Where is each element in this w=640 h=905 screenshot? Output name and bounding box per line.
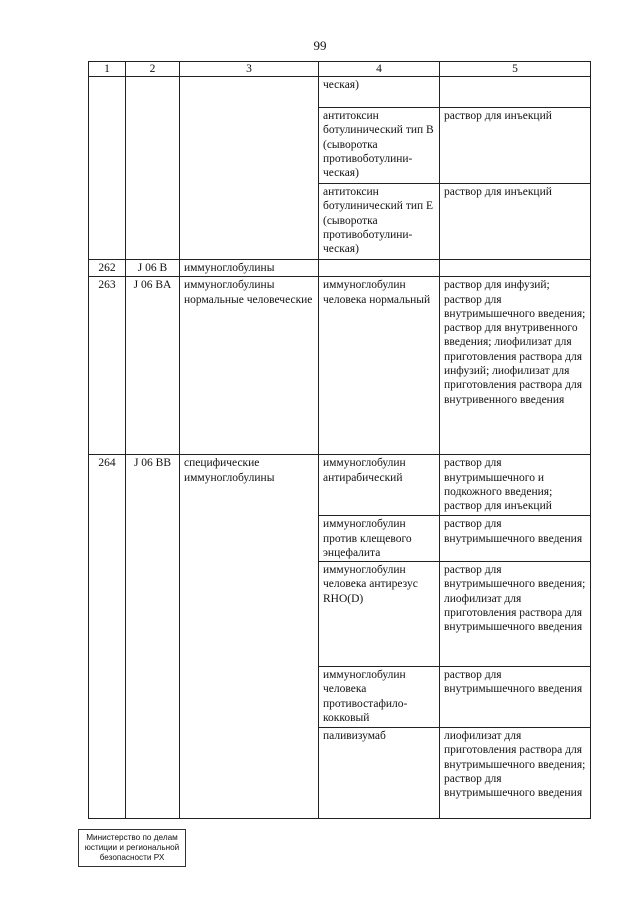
- cell-substance: паливизумаб: [319, 728, 440, 819]
- cell-num: [89, 77, 126, 260]
- column-header: 5: [440, 62, 591, 77]
- cell-substance: иммуноглобулин против клещевого энцефалита: [319, 516, 440, 562]
- cell-name: [180, 77, 319, 260]
- cell-form: [440, 77, 591, 108]
- cell-substance: иммуноглобулин антирабический: [319, 455, 440, 516]
- table-header-row: [89, 62, 591, 77]
- cell-substance: иммуноглобулин человека противостафило-кокковый: [319, 667, 440, 728]
- cell-substance: [319, 260, 440, 277]
- cell-code: J 06 B: [126, 260, 180, 277]
- cell-substance: ческая): [319, 77, 440, 108]
- cell-num: 264: [89, 455, 126, 819]
- cell-code: [126, 77, 180, 260]
- cell-form: раствор для инфузий; раствор для внутримышечного введения; раствор для внутривенного введения; лиофилизат для приготовления раствора для инфузий; лиофилизат для приготовления раствора для внутривенного введения: [440, 277, 591, 455]
- cell-code: J 06 BB: [126, 455, 180, 819]
- cell-form: раствор для инъекций: [440, 108, 591, 184]
- cell-name: иммуноглобулины нормальные человеческие: [180, 277, 319, 455]
- cell-form: [440, 260, 591, 277]
- cell-substance: антитоксин ботулинический тип Е (сыворотка противоботулини-ческая): [319, 184, 440, 260]
- cell-form: лиофилизат для приготовления раствора для внутримышечного введения; раствор для внутримышечного введения: [440, 728, 591, 819]
- table-row: [89, 77, 591, 108]
- cell-form: раствор для внутримышечного и подкожного введения; раствор для инъекций: [440, 455, 591, 516]
- stamp-line: безопасности РХ: [99, 853, 165, 862]
- table-row: [89, 260, 591, 277]
- column-header: 3: [180, 62, 319, 77]
- cell-form: раствор для внутримышечного введения; лиофилизат для приготовления раствора для внутримышечного введения: [440, 562, 591, 667]
- cell-form: раствор для внутримышечного введения: [440, 667, 591, 728]
- ministry-stamp: [78, 829, 186, 867]
- cell-num: 263: [89, 277, 126, 455]
- cell-form: раствор для внутримышечного введения: [440, 516, 591, 562]
- page-number: 99: [313, 38, 327, 53]
- cell-substance: иммуноглобулин человека нормальный: [319, 277, 440, 455]
- cell-form: раствор для инъекций: [440, 184, 591, 260]
- medicines-table: [88, 61, 591, 819]
- stamp-line: Министерство по делам: [86, 833, 178, 842]
- column-header: 1: [89, 62, 126, 77]
- cell-substance: антитоксин ботулинический тип В (сыворотка противоботулини-ческая): [319, 108, 440, 184]
- cell-name: специфические иммуноглобулины: [180, 455, 319, 819]
- stamp-line: юстиции и региональной: [84, 843, 180, 852]
- table-row: [89, 455, 591, 516]
- cell-code: J 06 BA: [126, 277, 180, 455]
- table-row: [89, 277, 591, 455]
- cell-name: иммуноглобулины: [180, 260, 319, 277]
- column-header: 2: [126, 62, 180, 77]
- column-header: 4: [319, 62, 440, 77]
- cell-num: 262: [89, 260, 126, 277]
- cell-substance: иммуноглобулин человека антирезус RHO(D): [319, 562, 440, 667]
